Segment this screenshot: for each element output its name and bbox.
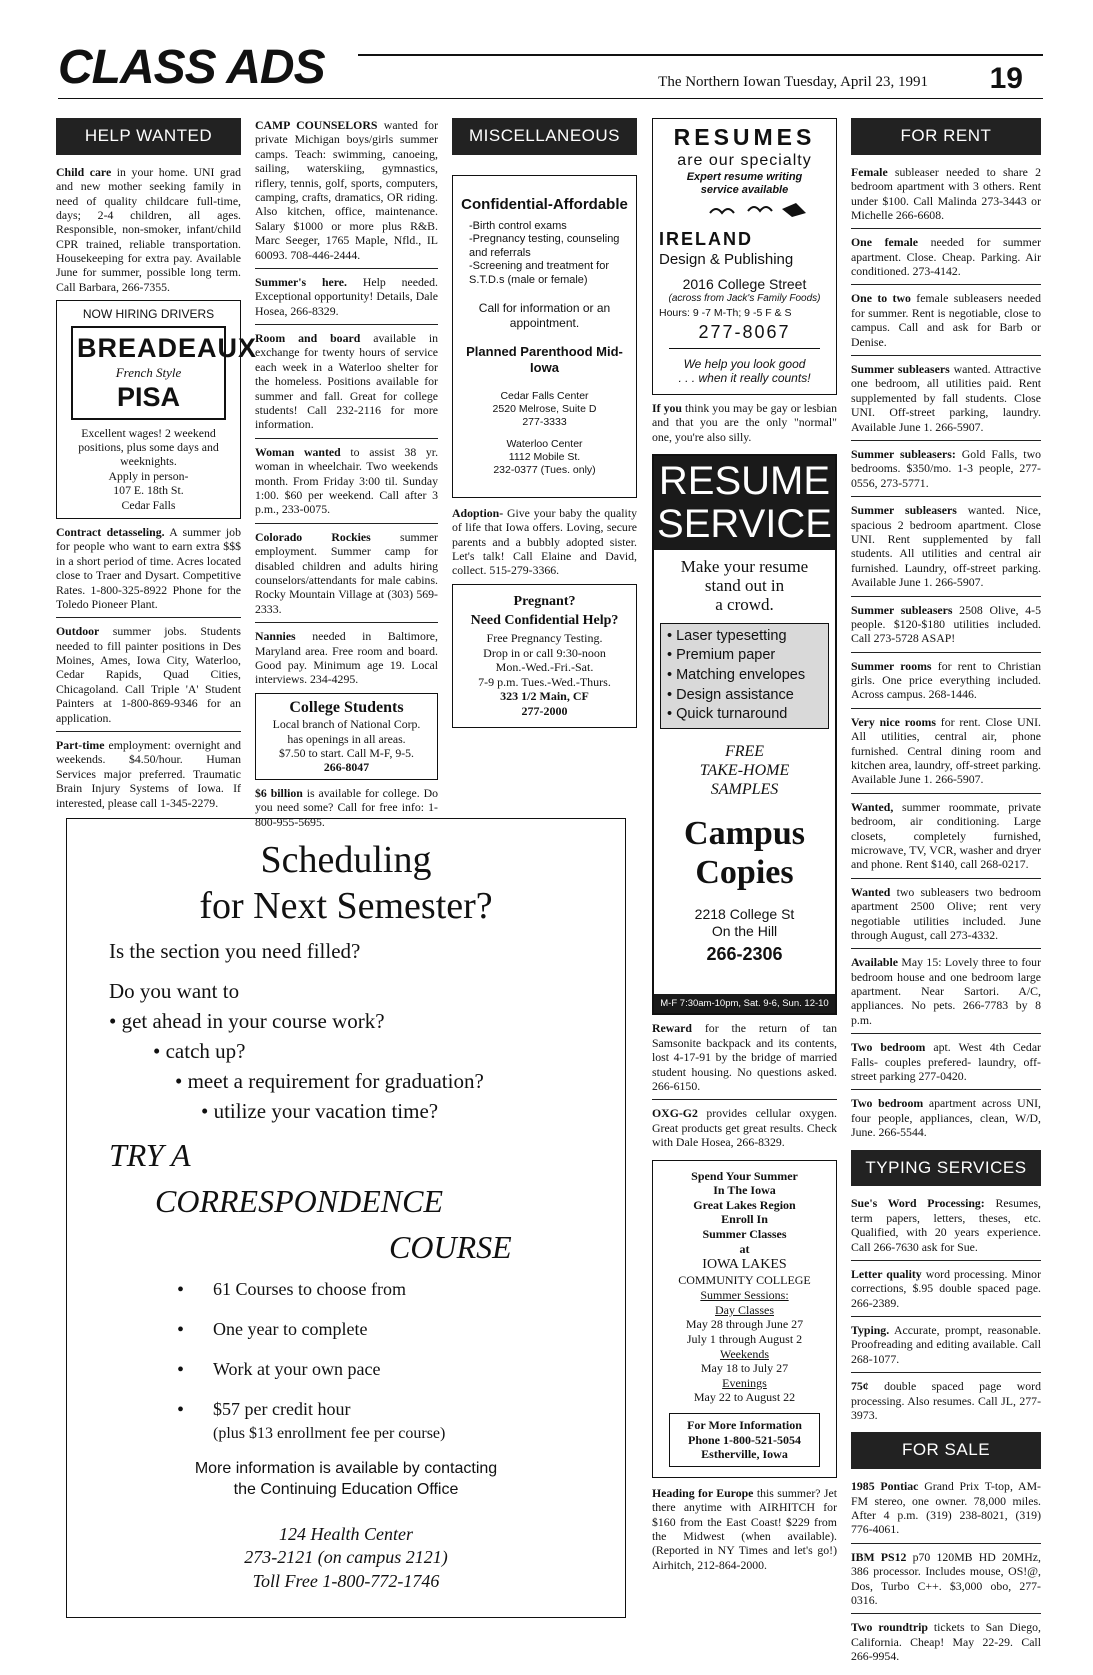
breadeaux-ad <box>56 300 258 519</box>
ad-adoption: Adoption- Give your baby the quality of life that Iowa offers. Loving, secure parents and a bubbly adopted sister. Let's talk! Call Elaine and David, collect. 515-279-3366. <box>452 505 637 578</box>
sched-bullet-price: • $57 per credit hour <box>213 1399 350 1420</box>
rent-ad: Wanted, summer roommate, private bedroom, air conditioning. Large closets, completely furnished, microwave, TV, VCR, washer and dryer and phone. Rent $140, call 268-0217. <box>851 799 1042 872</box>
typing-header: TYPING SERVICES <box>851 1150 1041 1187</box>
ad-detasseling: Contract detasseling. A summer job for people who want to earn extra $$$ in a short period of time. Acres located close to Traer and Dysart. Competitive Rates. 1-800-325-8922 Phone for the Toledo Pioneer Plant. <box>56 524 241 611</box>
breadeaux-logo: BREADEAUX French Style PISA <box>71 326 226 420</box>
sched-contact: 124 Health Center 273-2121 (on campus 2121) Toll Free 1-800-772-1746 <box>244 1524 448 1591</box>
rent-ad: Female subleaser needed to share 2 bedroom apartment with 3 others. Rent under $100. Call Malinda 273-3443 or Michelle 266-6608. <box>851 164 1042 222</box>
rent-ad: Available May 15: Lovely three to four bedroom house and one bedroom large apartment. Near Sartori. A/C, appliances. No pets. 266-7783 by 8 p.m. <box>851 955 1041 1027</box>
sched-bullet-courses: • 61 Courses to choose from <box>213 1279 406 1300</box>
campus-copies-ad: RESUME SERVICE Make your resume stand out in a crowd. • Laser typesetting • Premium paper • Matching envelopes • Design assistance • Quick turnaround FREE TAKE-HOME SAMPLES Campus Copies 2218 College St On the Hill 266-2306 M-F 7:30am-10pm, Sat. 9-6, Sun. 12-10 <box>652 454 837 1015</box>
rent-ad: Summer subleasers 2508 Olive, 4-5 people. $120-$180 utilities included. Call 273-5728 ASAP! <box>851 602 1041 646</box>
ad-summers: Summer's here. Help needed. Exceptional opportunity! Details, Dale Hosea, 266-8329. <box>255 274 439 318</box>
pregnancy-help-ad: Pregnant? Need Confidential Help? Free Pregnancy Testing. Drop in or call 9:30-noon Mon.-Wed.-Fri.-Sat. 7-9 p.m. Tues.-Wed.-Thurs. 323 1/2 Main, CF 277-2000 <box>452 584 637 728</box>
ad-europe: Heading for Europe this summer? Jet there anytime with AIRHITCH for $160 from the East Coast! $229 from the Midwest (when available). (Reported in NY Times and let's go!) Airhitch, 212-864-2000. <box>652 1485 837 1572</box>
rent-ad: Very nice rooms for rent. Close UNI. All utilities, central air, phone furnished. Central dining room and kitchen area, laundry, off-street parking. Available June 1. 266-5907. <box>851 714 1041 787</box>
drivers-text: Excellent wages! 2 weekend positions, plus some days and weeknights. <box>78 425 219 469</box>
sched-correspondence: CORRESPONDENCE <box>155 1183 443 1219</box>
ad-outdoor: Outdoor summer jobs. Students needed to fill painter positions in Des Moines, Ames, Iowa City, Waterloo, Cedar Rapids, Quad Cities, Chicagoland. Call Triple 'A' Student Painters at 1-800-869-9346 for an application. <box>56 624 241 725</box>
typing-ad: Typing. Accurate, prompt, reasonable. Proofreading and editing available. Call 268-1077. <box>851 1323 1041 1366</box>
rent-ad: One to two female subleasers needed for summer. Rent is negotiable, close to campus. Call and ask for Barb or Denise. <box>851 291 1041 349</box>
typing-ad: Letter quality word processing. Minor corrections, $.95 double spaced page. 266-2389. <box>851 1266 1041 1310</box>
sale-ad: Two roundtrip tickets to San Diego, California. Cheap! May 22-29. Call 266-9954. <box>851 1620 1042 1664</box>
sched-title: Scheduling for Next Semester? <box>199 839 493 928</box>
sched-q2: Do you want to <box>109 979 240 1003</box>
ad-oxg: OXG-G2 provides cellular oxygen. Great products get great results. Check with Dale Hosea, 266-8329. <box>652 1106 837 1150</box>
miscellaneous-column <box>452 118 637 728</box>
section-title: CLASS ADS <box>58 41 325 94</box>
drivers-city: Cedar Falls <box>121 497 176 512</box>
sale-ad: 1985 Pontiac Grand Prix T-top, AM-FM stereo, one owner. 78,000 miles. After 4 p.m. (319) 238-8021, (319) 776-4061. <box>851 1479 1041 1537</box>
for-sale-header: FOR SALE <box>851 1432 1041 1469</box>
help-wanted-column <box>56 118 258 814</box>
correspondence-course-ad <box>66 818 626 1618</box>
drivers-apply: Apply in person- <box>108 468 189 483</box>
rent-ad: Two bedroom apt. West 4th Cedar Falls- couples prefered- laundry, off-street parking 277-0420. <box>851 1040 1041 1084</box>
typing-list <box>851 1196 1041 1422</box>
rent-ad: Summer subleasers wanted. Nice, spacious 2 bedroom apartment. Close UNI. Rent supplemented by fall students. All utilities and central air furnished. Laundry, off-street parking. Available June 1. 266-5907. <box>851 503 1041 590</box>
planned-parenthood-ad: Confidential-Affordable -Birth control exams -Pregnancy testing, counseling and referrals -Screening and treatment for S.T.D.s (male or female) Call for information or an appointment. Planned Parenthood Mid-Iowa Cedar Falls Center 2520 Melrose, Suite D 277-3333 Waterloo Center 1112 Mobile St. 232-0377 (Tues. only) <box>452 175 637 498</box>
dateline: The Northern Iowan Tuesday, April 23, 1991 <box>658 74 928 90</box>
ad-camp: CAMP COUNSELORS wanted for private Michigan boys/girls summer camps. Teach: swimming, canoeing, sailing, waterskiing, gymnastics, riflery, tennis, golf, sports, computers, camping, crafts, dramatics, OR riding. Also kitchen, office, maintenance. Salary $1000 or more plus R&B. Marc Seeger, 1765 Maple, Nfld., IL 60093. 708-446-2444. <box>255 118 438 262</box>
ad-billion: $6 billion is available for college. Do you need some? Call for free info: 1-800-955-5695. <box>255 785 438 829</box>
sched-course: COURSE <box>389 1229 512 1265</box>
ad-reward: Reward for the return of tan Samsonite backpack and its contents, lost 4-17-91 by the bridge of married student housing. No questions asked. 266-6150. <box>652 1021 837 1093</box>
sched-q5: • meet a requirement for graduation? <box>175 1069 484 1093</box>
geese-icon <box>670 199 820 221</box>
column-two <box>255 118 438 833</box>
ireland-resumes-ad: RESUMES are our specialty Expert resume writing service available IRELAND Design & Publishing 2016 College Street (across from Jack's Family Foods) Hours: 9 -7 M-Th; 9 -5 F & S 277-8067 We help you look good . . . when it really counts! <box>652 118 837 395</box>
iowa-lakes-ad: Spend Your Summer In The Iowa Great Lakes Region Enroll In Summer Classes at IOWA LAKES COMMUNITY COLLEGE Summer Sessions: Day Classes May 28 through June 27 July 1 through August 2 Weekends May 18 to July 27 Evenings May 22 to August 22 For More Information Phone 1-800-521-5054 Estherville, Iowa <box>652 1160 837 1478</box>
masthead <box>58 40 1043 100</box>
miscellaneous-header: MISCELLANEOUS <box>452 118 637 155</box>
masthead-rule <box>358 54 1043 56</box>
for-rent-column <box>851 118 1041 1667</box>
sched-q1: Is the section you need filled? <box>109 939 361 963</box>
sched-q3: • get ahead in your course work? <box>109 1009 385 1033</box>
for-rent-list <box>851 165 1041 1140</box>
ad-room: Room and board available in exchange for twenty hours of service each week in a Waterloo shelter for the homeless. Positions available for summer and fall. Great for college students! Call 232-2116 for more information. <box>255 331 438 432</box>
sched-fee-note: (plus $13 enrollment fee per course) <box>213 1425 446 1442</box>
drivers-address: 107 E. 18th St. <box>113 483 184 498</box>
sched-q6: • utilize your vacation time? <box>201 1099 439 1123</box>
sched-try: TRY A <box>109 1137 191 1173</box>
rent-ad: Summer subleasers wanted. Attractive one bedroom, all utilities paid. Rent supplemented by fall students. Close UNI. Off-street parking, laundry. Available June 1. 266-5907. <box>851 362 1042 434</box>
college-students-ad: College Students Local branch of National Corp. has openings in all areas. $7.50 to start. Call M-F, 9-5. 266-8047 <box>255 693 438 780</box>
sched-bullet-year: • One year to complete <box>213 1319 367 1340</box>
ad-childcare: Child care in your home. UNI grad and new mother seeking family in need of quality childcare full-time, days; 2-4 children, all ages. Responsible, non-smoker, infant/child CPR trained, reliable transportation. Housekeeping for extra pay. Available June for summer, possible long term. Call Barbara, 266-7355. <box>56 164 242 294</box>
page-number: 19 <box>989 62 1023 95</box>
sched-more-info: More information is available by contacting the Continuing Education Office <box>194 1460 498 1498</box>
rent-ad: Summer rooms for rent to Christian girls. One price everything included. Across campus. 268-1446. <box>851 658 1042 702</box>
typing-ad: Sue's Word Processing: Resumes, term papers, letters, theses, etc. Qualified, with 20 years experience. Call 266-7630 ask for Sue. <box>851 1196 1041 1254</box>
sale-ad: IBM PS12 p70 120MB HD 20MHz, 386 processor. Includes mouse, OS!@, Dos, Turbo C++. $3,000 obo, 277-0316. <box>851 1549 1041 1607</box>
ad-woman: Woman wanted to assist 38 yr. woman in wheelchair. Two weekends month. From Friday 3:00 til. Sunday 1:00. $60 per weekend. Call after 3 p.m., 233-0075. <box>255 444 439 517</box>
hiring-title: NOW HIRING DRIVERS <box>82 307 215 322</box>
rent-ad: Wanted two subleasers two bedroom apartment 2500 Olive; rent very negotiable utilities included. June through August, call 273-4332. <box>851 884 1042 942</box>
ad-nannies: Nannies needed in Baltimore, Maryland area. Free room and board. Good pay. Minimum age 19. Local interviews. 234-4295. <box>255 629 438 687</box>
help-wanted-header: HELP WANTED <box>56 118 241 155</box>
ad-gay: If you think you may be gay or lesbian and that you are the only "normal" one, you're also silly. <box>652 400 837 444</box>
ad-rockies: Colorado Rockies summer employment. Summer camp for disabled children and adults hiring counselors/attendants for male cabins. Rocky Mountain Village at (303) 569-2333. <box>255 529 438 616</box>
ad-parttime: Part-time employment: overnight and weekends. $4.50/hour. Human Services major preferred. Traumatic Brain Injury Systems of Iowa. If interested, please call 1-345-2279. <box>56 738 241 810</box>
resumes-column <box>652 118 837 1576</box>
masthead-bottom-rule <box>58 98 1043 99</box>
rent-ad: Summer subleasers: Gold Falls, two bedrooms. $350/mo. 1-3 people, 277-0556, 273-5771. <box>851 446 1041 490</box>
for-rent-header: FOR RENT <box>851 118 1041 155</box>
rent-ad: One female needed for summer apartment. Close. Cheap. Parking. Air conditioned. 273-4142. <box>851 235 1041 279</box>
typing-ad: 75¢ double spaced page word processing. Also resumes. Call JL, 277-3973. <box>851 1379 1041 1423</box>
sched-q4: • catch up? <box>153 1039 246 1063</box>
rent-ad: Two bedroom apartment across UNI, four people, appliances, clean, W/D, June. 266-5544. <box>851 1096 1041 1140</box>
for-sale-list <box>851 1479 1041 1663</box>
sched-bullet-pace: • Work at your own pace <box>213 1359 381 1380</box>
resume-features-list: • Laser typesetting • Premium paper • Matching envelopes • Design assistance • Quick turnaround <box>660 623 829 729</box>
